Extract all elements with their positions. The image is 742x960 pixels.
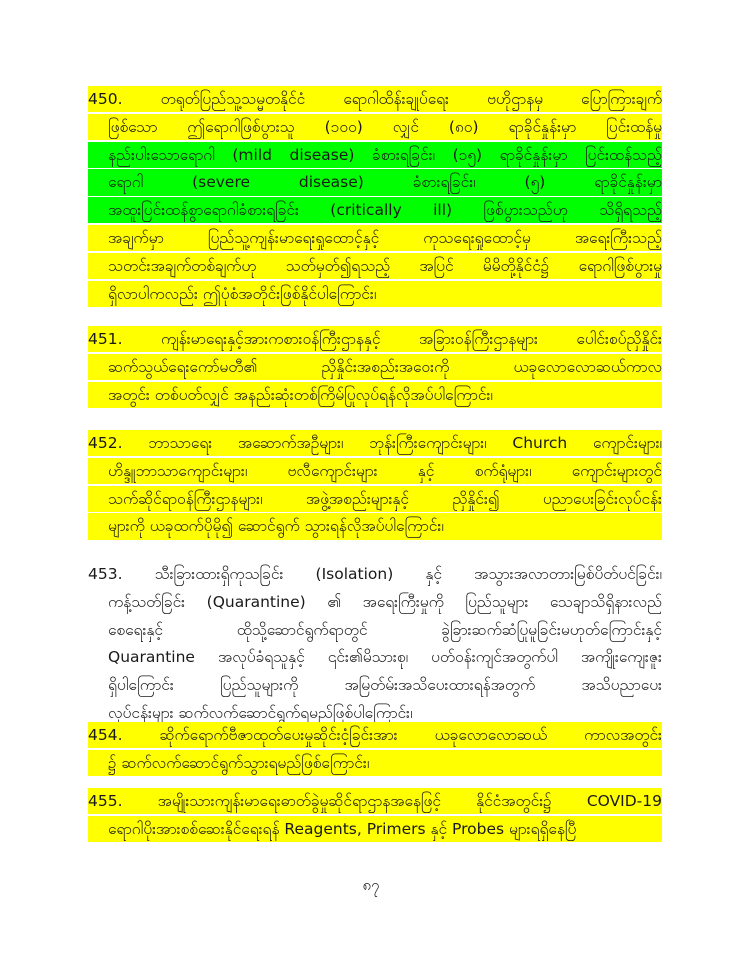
line-text: အထူးပြင်းထန်စွာရောဂါခံစားရခြင်း (critically ill) ဖြစ်ပွားသည်ဟု သိရှိရသည့် — [108, 201, 662, 220]
line-text: ၌ ဆက်လက်ဆောင်ရွက်သွားရမည်ဖြစ်ကြောင်း၊ — [108, 753, 370, 772]
paragraph-number: 454. — [88, 726, 123, 744]
paragraph-number: 452. — [88, 434, 123, 452]
line-text: ဟိန္ဒူဘာသာကျောင်းများ၊ ဗလီကျောင်းများ နှင့် စက်ရုံများ၊ ကျောင်းများတွင် — [108, 461, 662, 480]
paragraph-line — [88, 142, 662, 168]
line-text: သက်ဆိုင်ရာဝန်ကြီးဌာနများ၊ အဖွဲ့အစည်းများနှင့် ညှိနှိုင်း၍ ပညာပေးခြင်းလုပ်ငန်း — [108, 489, 662, 508]
line-text: ဆက်သွယ်ရေးကော်မတီ၏ ညှိနှိုင်းအစည်းအဝေးကို ယခုလောလောဆယ်ကာလ — [108, 357, 662, 376]
paragraph-line — [88, 354, 662, 380]
paragraph-line — [88, 114, 662, 140]
paragraph-line — [88, 197, 662, 223]
paragraph-line — [88, 458, 662, 484]
line-text: ဆိုက်ရောက်ဗီဇာထုတ်ပေးမှုဆိုင်းငံ့ခြင်းအား ယခုလောလောဆယ် ကာလအတွင်း — [159, 726, 662, 744]
paragraph-line — [88, 513, 662, 539]
paragraph-line — [88, 561, 662, 587]
line-text: ရောဂါ (severe disease) ခံစားရခြင်း၊ (၅) ရာခိုင်နှုန်းမှာ — [108, 173, 662, 192]
paragraph-line — [88, 382, 662, 408]
line-text: သီးခြားထားရှိကုသခြင်း (Isolation) နှင့် အသွားအလာတားမြစ်ပိတ်ပင်ခြင်း၊ — [154, 565, 662, 583]
line-text: ရှိပါကြောင်း ပြည်သူများကို အမြတ်မ်းအသိပေးထားရန်အတွက် အသိပညာပေး — [108, 676, 662, 695]
paragraph-455 — [88, 788, 662, 844]
paragraph-line — [88, 225, 662, 251]
line-text: ကျန်းမာရေးနှင့်အားကစားဝန်ကြီးဌာနနှင့် အခြားဝန်ကြီးဌာနများ ပေါင်းစပ်ညှိနှိုင်း — [161, 330, 662, 348]
paragraph-450 — [88, 86, 662, 308]
paragraph-line — [88, 281, 662, 307]
line-text: စေရေးနှင့် ထိုသို့ဆောင်ရွက်ရာတွင် ခွဲခြားဆက်ဆံပြုမူခြင်းမဟုတ်ကြောင်းနှင့် — [108, 620, 662, 639]
line-text: သတင်းအချက်တစ်ချက်ဟု သတ်မှတ်၍ရသည့် အပြင် မိမိတို့နိုင်ငံ၌ ရောဂါဖြစ်ပွားမှု — [108, 256, 662, 275]
line-text: ဖြစ်သော ဤရောဂါဖြစ်ပွားသူ (၁၀၀) လျှင် (၈၀) ရာခိုင်နှုန်းမှာ ပြင်းထန်မှု — [108, 117, 662, 136]
line-text: လုပ်ငန်းများ ဆက်လက်ဆောင်ရွက်ရမည်ဖြစ်ပါကြောင်း၊ — [108, 703, 413, 722]
paragraph-452 — [88, 430, 662, 541]
line-text: ရှိလာပါကလည်း ဤပုံစံအတိုင်းဖြစ်နိုင်ပါကြောင်း၊ — [108, 284, 377, 303]
line-text: များကို ယခုထက်ပိုမို၍ ဆောင်ရွက် သွားရန်လိုအပ်ပါကြောင်း၊ — [108, 517, 444, 536]
line-text: ကန့်သတ်ခြင်း (Quarantine) ၏ အရေးကြီးမှုကို ပြည်သူများ သေချာသိရှိနားလည် — [108, 592, 662, 611]
line-text: အချက်မှာ ပြည်သူ့ကျန်းမာရေးရှုထောင့်နှင့် ကုသရေးရှုထောင့်မှ အရေးကြီးသည့် — [108, 228, 662, 247]
paragraph-line — [88, 750, 662, 776]
paragraph-line — [88, 722, 662, 748]
line-text: Quarantine အလုပ်ခံရသူနှင့် ၎င်း၏မိသားစု၊ ပတ်ဝန်းကျင်အတွက်ပါ အကျိုးကျေးဇူး — [108, 648, 662, 667]
paragraph-454 — [88, 722, 662, 778]
paragraph-number: 455. — [88, 792, 123, 810]
line-text: ရောဂါပိုးအားစစ်ဆေးနိုင်ရေးရန် Reagents, Primers နှင့် Probes များရရှိနေပြီ — [108, 819, 577, 838]
paragraph-451 — [88, 326, 662, 409]
paragraph-number: 450. — [88, 90, 123, 108]
paragraph-line — [88, 788, 662, 814]
line-text: အတွင်း တစ်ပတ်လျှင် အနည်းဆုံးတစ်ကြိမ်ပြုလုပ်ရန်လိုအပ်ပါကြောင်း၊ — [108, 385, 493, 404]
line-text: အမျိုးသားကျန်းမာရေးဓာတ်ခွဲမှုဆိုင်ရာဌာနအနေဖြင့် နိုင်ငံအတွင်း၌ COVID-19 — [157, 792, 662, 810]
page-number: ၈၇ — [362, 876, 380, 894]
paragraph-line — [88, 617, 662, 643]
line-text: တရုတ်ပြည်သူ့သမ္မတနိုင်ငံ ရောဂါထိန်းချုပ်ရေး ဗဟိုဌာနမှ ပြောကြားချက် — [160, 90, 662, 108]
paragraph-line — [88, 644, 662, 670]
paragraph-number: 453. — [88, 565, 123, 583]
line-text: ဘာသာရေး အဆောက်အဦများ၊ ဘုန်းကြီးကျောင်းများ၊ Church ကျောင်းများ၊ — [148, 434, 662, 452]
paragraph-line — [88, 169, 662, 195]
paragraph-line — [88, 253, 662, 279]
paragraph-line — [88, 430, 662, 456]
paragraph-line — [88, 672, 662, 698]
paragraph-line — [88, 486, 662, 512]
paragraph-line — [88, 326, 662, 352]
paragraph-line — [88, 816, 662, 842]
paragraph-line — [88, 86, 662, 112]
paragraph-453 — [88, 561, 662, 728]
paragraph-line — [88, 589, 662, 615]
line-text: နည်းပါးသောရောဂါ (mild disease) ခံစားရခြင်း၊ (၁၅) ရာခိုင်နှုန်းမှာ ပြင်းထန်သည့် — [108, 145, 662, 164]
paragraph-number: 451. — [88, 330, 123, 348]
